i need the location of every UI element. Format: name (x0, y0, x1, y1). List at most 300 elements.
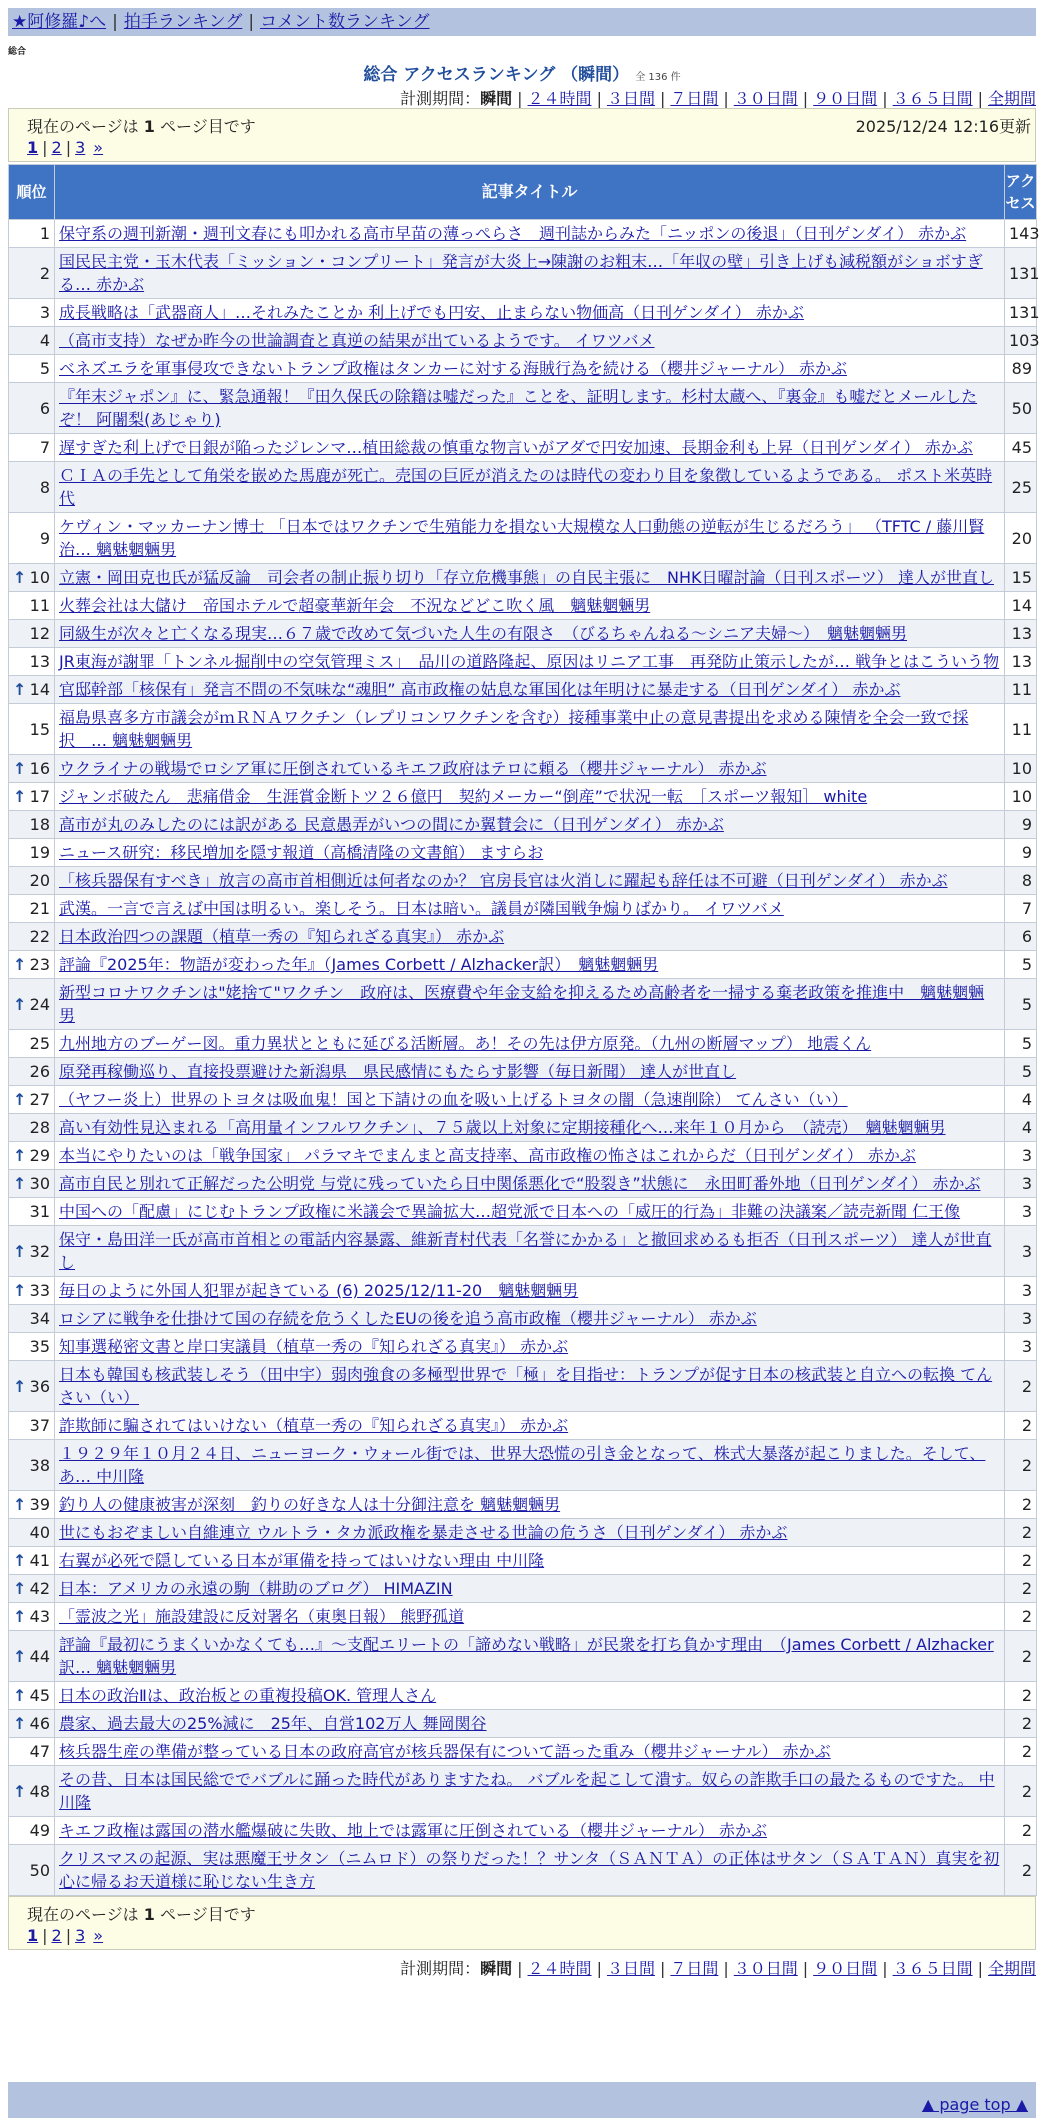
page-next-link[interactable]: » (93, 138, 104, 157)
current-page-info (27, 114, 256, 137)
access-count: 2 (1005, 1547, 1037, 1575)
up-arrow-icon: ↑ (13, 759, 27, 778)
table-row (9, 1491, 1037, 1519)
access-count: 3 (1005, 1277, 1037, 1305)
access-count: 10 (1005, 783, 1037, 811)
rank-number: 39 (29, 1495, 50, 1514)
rank-cell (9, 1170, 55, 1198)
rank-cell (9, 1817, 55, 1845)
rank-number: 17 (29, 787, 50, 806)
rank-cell (9, 620, 55, 648)
article-link[interactable]: ロシアに戦争を仕掛けて国の存続を危うくしたEUの後を追う高市政権（櫻井ジャーナル） 赤かぶ (59, 1309, 757, 1328)
rank-cell (9, 462, 55, 513)
table-row (9, 1440, 1037, 1491)
page-info-suffix: ページ目です (160, 1905, 256, 1924)
access-count: 2 (1005, 1361, 1037, 1412)
article-link[interactable]: １９２９年１０月２４日、ニューヨーク・ウォール街では、世界大恐慌の引き金となって、株式大暴落が起こりました。そして、あ… 中川隆 (59, 1444, 986, 1486)
title-cell (55, 1547, 1005, 1575)
title-cell (55, 1766, 1005, 1817)
title-cell (55, 895, 1005, 923)
rank-number: 45 (29, 1686, 50, 1705)
access-count: 3 (1005, 1198, 1037, 1226)
rank-number: 25 (29, 1034, 50, 1053)
rank-cell (9, 1086, 55, 1114)
rank-cell (9, 704, 55, 755)
period-separator: | (977, 89, 983, 108)
rank-cell (9, 1058, 55, 1086)
article-link[interactable]: 福島県喜多方市議会がｍＲＮＡワクチン（レプリコンワクチンを含む）接種事業中止の意見書提出を求める陳情を全会一致で採択 … 魑魅魍魎男 (59, 708, 969, 750)
article-link[interactable]: ベネズエラを軍事侵攻できないトランプ政権はタンカーに対する海賊行為を続ける（櫻井ジャーナル） 赤かぶ (59, 359, 847, 378)
rank-number: 26 (29, 1062, 50, 1081)
title-cell (55, 513, 1005, 564)
rank-number: 6 (39, 398, 50, 418)
up-arrow-icon: ↑ (13, 1646, 27, 1666)
table-row (9, 704, 1037, 755)
rank-number: 7 (39, 438, 50, 457)
article-link[interactable]: ウクライナの戦場でロシア軍に圧倒されているキエフ政府はテロに頼る（櫻井ジャーナル） 赤かぶ (59, 759, 767, 778)
article-link[interactable]: 農家、過去最大の25%減に 25年、自営102万人 舞岡関谷 (59, 1714, 487, 1733)
up-arrow-icon: ↑ (13, 1174, 27, 1193)
table-row (9, 434, 1037, 462)
period-separator: | (596, 89, 602, 108)
article-link[interactable]: ニュース研究：移民増加を隠す報道（高橋清隆の文書館） ますらお (59, 843, 544, 862)
article-link[interactable]: 中国への「配慮」にじむトランプ政権に米議会で異論拡大…超党派で日本への「威圧的行為」非難の決議案／読売新聞 仁王像 (59, 1202, 961, 1221)
rank-number: 19 (29, 843, 50, 862)
title-cell (55, 783, 1005, 811)
article-link[interactable]: 毎日のように外国人犯罪が起きている (6) 2025/12/11-20 魑魅魍魎男 (59, 1281, 579, 1300)
article-link[interactable]: ＣＩＡの手先として角栄を嵌めた馬鹿が死亡。売国の巨匠が消えたのは時代の変わり目を象徴しているようである。 ポスト米英時代 (59, 466, 993, 508)
page-info-number: 1 (143, 117, 155, 136)
pagination-bottom (27, 1926, 103, 1945)
table-row (9, 1631, 1037, 1682)
period-link[interactable]: ３０日間 (733, 1959, 798, 1978)
table-row (9, 923, 1037, 951)
title-cell (55, 1170, 1005, 1198)
nav-separator: | (112, 12, 118, 32)
rank-number: 13 (29, 652, 50, 671)
access-count: 5 (1005, 979, 1037, 1030)
rank-cell (9, 923, 55, 951)
article-link[interactable]: 高市自民と別れて正解だった公明党 与党に残っていたら日中関係悪化で“股裂き”状態に 永田町番外地（日刊ゲンダイ） 赤かぶ (59, 1174, 981, 1193)
table-row (9, 620, 1037, 648)
total-count: 全 136 件 (635, 72, 681, 83)
article-link[interactable]: ケヴィン・マッカーナン博士 「日本ではワクチンで生殖能力を損ない大規模な人口動態の逆転が生じるだろう」 （TFTC / 藤川賢治… 魑魅魍魎男 (59, 517, 985, 559)
table-row (9, 220, 1037, 248)
table-row (9, 1170, 1037, 1198)
table-row (9, 592, 1037, 620)
article-link[interactable]: 九州地方のブーゲー図。重力異状とともに延びる活断層。あ！その先は伊方原発。（九州の断層マップ） 地震くん (59, 1034, 872, 1053)
top-nav-bar (8, 8, 1036, 36)
period-link[interactable]: 全期間 (987, 89, 1036, 108)
table-row (9, 676, 1037, 704)
title-cell (55, 1817, 1005, 1845)
article-link[interactable]: 武漢。一言で言えば中国は明るい。楽しそう。日本は暗い。議員が隣国戦争煽りばかり。 イワツバメ (59, 899, 784, 918)
article-link[interactable]: 日本の政治Ⅱは、政治板との重複投稿OK. 管理人さん (59, 1686, 437, 1705)
title-cell (55, 1682, 1005, 1710)
page-info-suffix: ページ目です (160, 117, 256, 136)
rank-number: 20 (29, 871, 50, 890)
rank-cell (9, 1845, 55, 1896)
table-row (9, 895, 1037, 923)
access-column-header: アクセス (1005, 165, 1037, 220)
access-count: 2 (1005, 1603, 1037, 1631)
table-row (9, 513, 1037, 564)
rank-cell (9, 1277, 55, 1305)
title-cell (55, 327, 1005, 355)
title-cell (55, 648, 1005, 676)
table-row (9, 248, 1037, 299)
up-arrow-icon: ↑ (13, 1281, 27, 1300)
rank-cell (9, 1412, 55, 1440)
article-link[interactable]: 遅すぎた利上げで日銀が陥ったジレンマ…植田総裁の慎重な物言いがアダで円安加速、長期金利も上昇（日刊ゲンダイ） 赤かぶ (59, 438, 973, 457)
rank-number: 38 (29, 1455, 50, 1475)
rank-number: 32 (29, 1241, 50, 1261)
period-current: 瞬間 (480, 1959, 513, 1978)
title-cell (55, 704, 1005, 755)
table-row (9, 299, 1037, 327)
rank-number: 10 (29, 568, 50, 587)
access-count: 14 (1005, 592, 1037, 620)
title-cell (55, 755, 1005, 783)
rank-cell (9, 564, 55, 592)
rank-cell (9, 513, 55, 564)
rank-cell (9, 895, 55, 923)
page-info-prefix: 現在のページは (27, 117, 139, 136)
title-cell (55, 299, 1005, 327)
period-separator: | (517, 1959, 523, 1978)
title-cell (55, 1058, 1005, 1086)
rank-number: 28 (29, 1118, 50, 1137)
article-link[interactable]: 右翼が必死で隠している日本が軍備を持ってはいけない理由 中川隆 (59, 1551, 545, 1570)
title-cell (55, 220, 1005, 248)
rank-number: 22 (29, 927, 50, 946)
access-count: 2 (1005, 1817, 1037, 1845)
rank-cell (9, 434, 55, 462)
page-separator: | (65, 138, 72, 157)
article-link[interactable]: クリスマスの起源、実は悪魔王サタン（ニムロド）の祭りだった！？サンタ（ＳＡＮＴＡ）の正体はサタン（ＳＡＴＡＮ）真実を初心に帰るお天道様に恥じない生き方 (59, 1849, 1000, 1891)
article-link[interactable]: 釣り人の健康被害が深刻 釣りの好きな人は十分御注意を 魑魅魍魎男 (59, 1495, 561, 1514)
table-row (9, 1142, 1037, 1170)
rank-cell (9, 299, 55, 327)
rank-number: 11 (29, 596, 50, 615)
period-link[interactable]: ７日間 (670, 1959, 719, 1978)
rank-number: 31 (29, 1202, 50, 1221)
rank-cell (9, 783, 55, 811)
rank-cell (9, 648, 55, 676)
access-count: 9 (1005, 811, 1037, 839)
article-link[interactable]: 国民民主党・玉木代表「ミッション・コンプリート」発言が大炎上→陳謝のお粗末…「年収の壁」引き上げも減税額がショボすぎる… 赤かぶ (59, 252, 983, 294)
period-separator: | (723, 1959, 729, 1978)
article-link[interactable]: 新型コロナワクチンは"姥捨て"ワクチン 政府は、医療費や年金支給を抑えるため高齢者を一掃する棄老政策を推進中 魑魅魍魎男 (59, 983, 985, 1025)
article-link[interactable]: （高市支持）なぜか昨今の世論調査と真逆の結果が出ているようです。 イワツバメ (59, 331, 655, 350)
article-link[interactable]: 成長戦略は「武器商人」…それみたことか 利上げでも円安、止まらない物価高（日刊ゲンダイ） 赤かぶ (59, 303, 804, 322)
rank-cell (9, 1030, 55, 1058)
rank-number: 48 (29, 1781, 50, 1801)
article-link[interactable]: （ヤフー炎上）世界のトヨタは吸血鬼！国と下請けの血を吸い上げるトヨタの闇（急速削除） てんさい（い） (59, 1090, 848, 1109)
period-link[interactable]: ７日間 (670, 89, 719, 108)
rank-number: 49 (29, 1821, 50, 1840)
up-arrow-icon: ↑ (13, 1686, 27, 1705)
table-row (9, 564, 1037, 592)
rank-number: 30 (29, 1174, 50, 1193)
article-link[interactable]: 火葬会社は大儲け 帝国ホテルで超豪華新年会 不況などどこ吹く風 魑魅魍魎男 (59, 596, 651, 615)
title-column-header: 記事タイトル (55, 165, 1005, 220)
rank-number: 27 (29, 1090, 50, 1109)
page-separator: | (42, 138, 48, 157)
period-selector-top (400, 86, 1036, 109)
access-count: 4 (1005, 1086, 1037, 1114)
title-cell (55, 979, 1005, 1030)
table-row (9, 1710, 1037, 1738)
rank-cell (9, 1631, 55, 1682)
up-arrow-icon: ↑ (13, 787, 27, 806)
title-cell (55, 1030, 1005, 1058)
article-link[interactable]: その昔、日本は国民総ででバブルに踊った時代がありますたね。 バブルを起こして潰す。奴らの詐欺手口の最たるものですた。 中川隆 (59, 1770, 995, 1812)
access-count: 15 (1005, 564, 1037, 592)
title-cell (55, 839, 1005, 867)
rank-cell (9, 1491, 55, 1519)
rank-number: 44 (29, 1646, 50, 1666)
article-link[interactable]: 「核兵器保有すべき」放言の高市首相側近は何者なのか？ 官房長官は火消しに躍起も辞任は不可避（日刊ゲンダイ） 赤かぶ (59, 871, 948, 890)
table-row (9, 755, 1037, 783)
table-row (9, 1361, 1037, 1412)
access-count: 2 (1005, 1682, 1037, 1710)
rank-number: 35 (29, 1337, 50, 1356)
table-header-row (9, 165, 1037, 220)
article-link[interactable]: 評論『最初にうまくいかなくても…』～支配エリートの「諦めない戦略」が民衆を打ち負かす理由 （James Corbett / Alzhacker訳… 魑魅魍魎男 (59, 1635, 994, 1677)
section-tag: 総合 (8, 47, 27, 57)
table-row (9, 1226, 1037, 1277)
title-cell (55, 867, 1005, 895)
access-count: 131 (1005, 299, 1037, 327)
access-count: 8 (1005, 867, 1037, 895)
rank-number: 43 (29, 1607, 50, 1626)
article-link[interactable]: 高市が丸のみしたのには訳がある 民意愚弄がいつの間にか翼賛会に（日刊ゲンダイ） 赤かぶ (59, 815, 724, 834)
period-link[interactable]: ３０日間 (733, 89, 798, 108)
access-count: 131 (1005, 248, 1037, 299)
access-count: 2 (1005, 1766, 1037, 1817)
page-separator: | (42, 1926, 48, 1945)
article-link[interactable]: 立憲・岡田克也氏が猛反論 司会者の制止振り切り「存立危機事態」の自民主張に NHK日曜討論（日刊スポーツ） 達人が世直し (59, 568, 994, 587)
article-link[interactable]: 保守系の週刊新潮・週刊文春にも叩かれる高市早苗の薄っぺらさ 週刊誌からみた「ニッポンの後退」（日刊ゲンダイ） 赤かぶ (59, 224, 967, 243)
table-row (9, 1603, 1037, 1631)
article-link[interactable]: 官邸幹部「核保有」発言不問の不気味な“魂胆” 高市政権の姑息な軍国化は年明けに暴走する（日刊ゲンダイ） 赤かぶ (59, 680, 901, 699)
access-count: 2 (1005, 1738, 1037, 1766)
rank-cell (9, 220, 55, 248)
article-link[interactable]: 日本も韓国も核武装しそう（田中宇）弱肉強食の多極型世界で「極」を目指せ：トランプが促す日本の核武装と自立への転換 てんさい（い） (59, 1365, 993, 1407)
rank-number: 40 (29, 1523, 50, 1542)
title-cell (55, 1845, 1005, 1896)
article-link[interactable]: JR東海が謝罪「トンネル掘削中の空気管理ミス」 品川の道路隆起、原因はリニア工事 再発防止策示したが… 戦争とはこういう物 (59, 652, 1000, 671)
page-info-number: 1 (143, 1905, 155, 1924)
rank-cell (9, 1519, 55, 1547)
table-row (9, 1030, 1037, 1058)
period-separator: | (659, 1959, 666, 1978)
table-row (9, 1817, 1037, 1845)
rank-number: 4 (39, 331, 50, 350)
up-arrow-icon: ↑ (13, 955, 27, 974)
title-cell (55, 1277, 1005, 1305)
article-link[interactable]: ジャンボ破たん 悲痛借金 生涯賞金断トツ２６億円 契約メーカー“倒産”で状況一転 ［スポーツ報知］ white (59, 787, 868, 806)
access-count: 3 (1005, 1226, 1037, 1277)
title-cell (55, 1305, 1005, 1333)
access-count: 2 (1005, 1519, 1037, 1547)
title-cell (55, 923, 1005, 951)
up-arrow-icon: ↑ (13, 1579, 27, 1598)
access-count: 2 (1005, 1412, 1037, 1440)
article-link[interactable]: 日本政治四つの課題（植草一秀の『知られざる真実』） 赤かぶ (59, 927, 505, 946)
rank-cell (9, 755, 55, 783)
title-cell (55, 1226, 1005, 1277)
period-link[interactable]: ９０日間 (813, 89, 878, 108)
page-link[interactable]: 3 (75, 138, 86, 157)
rank-cell (9, 1305, 55, 1333)
up-arrow-icon: ↑ (13, 1146, 27, 1165)
article-link[interactable]: 『年末ジャポン』に、緊急通報！『田久保氏の除籍は嘘だった』ことを、証明します。杉村太蔵へ、『裏金』も嘘だとメールしたぞ！ 阿闍梨(あじゃり) (59, 387, 978, 429)
access-count: 3 (1005, 1170, 1037, 1198)
period-separator: | (802, 1959, 809, 1978)
period-link[interactable]: ２４時間 (527, 1959, 592, 1978)
article-link[interactable]: 保守・島田洋一氏が高市首相との電話内容暴露、維新青村代表「名誉にかかる」と撤回求めるも拒否（日刊スポーツ） 達人が世直し (59, 1230, 992, 1272)
article-link[interactable]: 「霊波之光」施設建設に反対署名（東奥日報） 熊野孤道 (59, 1607, 465, 1626)
page-top-link[interactable]: ▲ page top ▲ (921, 2095, 1028, 2114)
title-cell (55, 951, 1005, 979)
article-link[interactable]: 日本：アメリカの永遠の駒（耕助のブログ） HIMAZIN (59, 1579, 453, 1598)
ranking-table (8, 164, 1040, 1896)
access-count: 5 (1005, 1058, 1037, 1086)
rank-number: 9 (39, 528, 50, 548)
table-row (9, 1198, 1037, 1226)
article-link[interactable]: 知事選秘密文書と岸口実議員（植草一秀の『知られざる真実』） 赤かぶ (59, 1337, 569, 1356)
applause-ranking-link[interactable]: 拍手ランキング (123, 12, 243, 32)
page-current: 1 (27, 1926, 39, 1945)
rank-number: 18 (29, 815, 50, 834)
title-cell (55, 1361, 1005, 1412)
period-label: 計測期間： (400, 89, 481, 108)
rank-cell (9, 867, 55, 895)
table-row (9, 979, 1037, 1030)
period-link[interactable]: ３日間 (606, 89, 655, 108)
table-row (9, 648, 1037, 676)
rank-cell (9, 951, 55, 979)
page-link[interactable]: 2 (51, 1926, 62, 1945)
rank-cell (9, 1333, 55, 1361)
table-row (9, 1738, 1037, 1766)
period-separator: | (723, 89, 729, 108)
rank-number: 46 (29, 1714, 50, 1733)
home-link[interactable]: ★阿修羅♪へ (12, 12, 107, 32)
rank-cell (9, 1440, 55, 1491)
access-count: 3 (1005, 1305, 1037, 1333)
table-row (9, 1575, 1037, 1603)
title-cell (55, 1631, 1005, 1682)
access-count: 103 (1005, 327, 1037, 355)
rank-cell (9, 1738, 55, 1766)
article-link[interactable]: 本当にやりたいのは「戦争国家」 パラマキでまんまと高支持率、高市政権の怖さはこれからだ（日刊ゲンダイ） 赤かぶ (59, 1146, 916, 1165)
up-arrow-icon: ↑ (13, 1495, 27, 1514)
period-separator: | (882, 89, 888, 108)
page-link[interactable]: 3 (75, 1926, 86, 1945)
period-link[interactable]: ２４時間 (527, 89, 592, 108)
table-row (9, 1412, 1037, 1440)
article-link[interactable]: 原発再稼働巡り、直接投票避けた新潟県 県民感情にもたらす影響（毎日新聞） 達人が世直し (59, 1062, 737, 1081)
title-cell (55, 1086, 1005, 1114)
period-link[interactable]: ３６５日間 (892, 1959, 973, 1978)
article-link[interactable]: 核兵器生産の準備が整っている日本の政府高官が核兵器保有について語った重み（櫻井ジャーナル） 赤かぶ (59, 1742, 831, 1761)
period-link[interactable]: 全期間 (987, 1959, 1036, 1978)
period-link[interactable]: ３日間 (606, 1959, 655, 1978)
up-arrow-icon: ↑ (13, 1714, 27, 1733)
period-link[interactable]: ３６５日間 (892, 89, 973, 108)
access-count: 4 (1005, 1114, 1037, 1142)
period-separator: | (596, 1959, 602, 1978)
title-cell (55, 1575, 1005, 1603)
table-row (9, 783, 1037, 811)
table-row (9, 839, 1037, 867)
title-cell (55, 355, 1005, 383)
period-selector-bottom (400, 1956, 1036, 1979)
article-link[interactable]: 同級生が次々と亡くなる現実…６７歳で改めて気づいた人生の有限さ （びるちゃんねる～シニア夫婦～） 魑魅魍魎男 (59, 624, 908, 643)
rank-number: 33 (29, 1281, 50, 1300)
rank-cell (9, 1361, 55, 1412)
current-page-info-bottom (27, 1902, 256, 1925)
access-count: 89 (1005, 355, 1037, 383)
title-cell (55, 434, 1005, 462)
rank-number: 15 (29, 719, 50, 739)
title-cell (55, 564, 1005, 592)
access-count: 5 (1005, 951, 1037, 979)
table-row (9, 867, 1037, 895)
article-link[interactable]: 高い有効性見込まれる「高用量インフルワクチン」、７５歳以上対象に定期接種化へ…来年１０月から （読売） 魑魅魍魎男 (59, 1118, 946, 1137)
article-link[interactable]: 詐欺師に騙されてはいけない（植草一秀の『知られざる真実』） 赤かぶ (59, 1416, 569, 1435)
article-link[interactable]: 評論『2025年：物語が変わった年』（James Corbett / Alzhacker訳） 魑魅魍魎男 (59, 955, 659, 974)
rank-cell (9, 676, 55, 704)
page-current: 1 (27, 138, 39, 157)
page-next-link[interactable]: » (93, 1926, 104, 1945)
rank-column-header: 順位 (9, 165, 55, 220)
up-arrow-icon: ↑ (13, 1241, 27, 1261)
up-arrow-icon: ↑ (13, 680, 27, 699)
page-link[interactable]: 2 (51, 138, 62, 157)
table-row (9, 1305, 1037, 1333)
rank-number: 34 (29, 1309, 50, 1328)
table-row (9, 811, 1037, 839)
access-count: 20 (1005, 513, 1037, 564)
rank-number: 8 (39, 477, 50, 497)
comment-ranking-link[interactable]: コメント数ランキング (260, 12, 430, 32)
article-link[interactable]: キエフ政権は露国の潜水艦爆破に失敗、地上では露軍に圧倒されている（櫻井ジャーナル） 赤かぶ (59, 1821, 767, 1840)
access-count: 2 (1005, 1491, 1037, 1519)
rank-number: 42 (29, 1579, 50, 1598)
rank-number: 23 (29, 955, 50, 974)
access-count: 2 (1005, 1845, 1037, 1896)
up-arrow-icon: ↑ (13, 1376, 27, 1396)
rank-number: 12 (29, 624, 50, 643)
rank-cell (9, 1226, 55, 1277)
access-count: 13 (1005, 620, 1037, 648)
table-row (9, 1845, 1037, 1896)
table-row (9, 1086, 1037, 1114)
period-link[interactable]: ９０日間 (813, 1959, 878, 1978)
title-cell (55, 676, 1005, 704)
access-count: 7 (1005, 895, 1037, 923)
table-row (9, 1058, 1037, 1086)
table-row (9, 355, 1037, 383)
period-separator: | (659, 89, 666, 108)
article-link[interactable]: 世にもおぞましい自維連立 ウルトラ・タカ派政権を暴走させる世論の危うさ（日刊ゲンダイ） 赤かぶ (59, 1523, 788, 1542)
title-cell (55, 1603, 1005, 1631)
table-row (9, 1333, 1037, 1361)
